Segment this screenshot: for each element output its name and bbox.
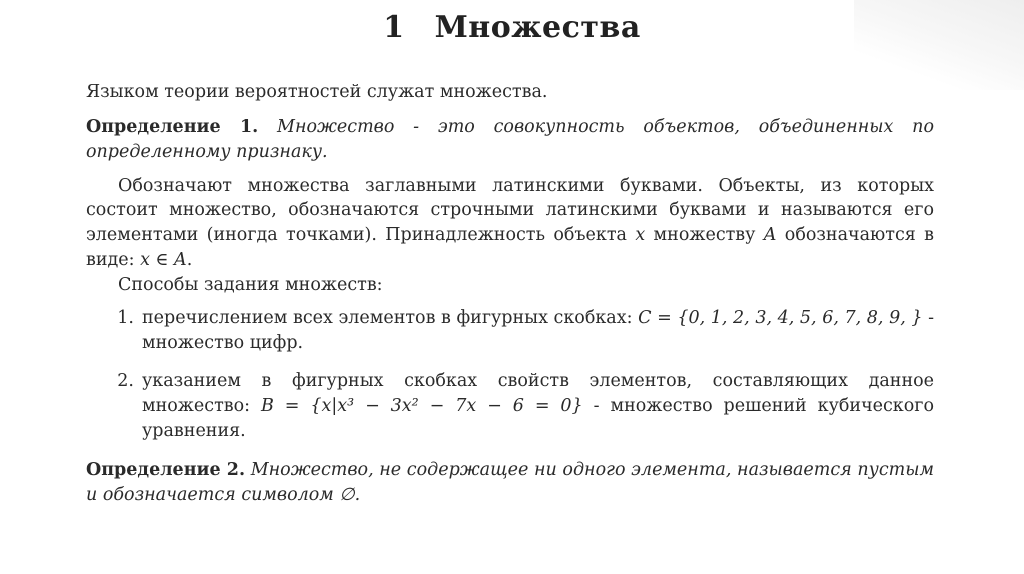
list-item	[86, 306, 934, 356]
content	[86, 80, 934, 517]
definition-1-label: Определение 1.	[86, 116, 259, 137]
definition-1-text: Множество - это совокупность объектов, объединенных по определенному признаку.	[86, 116, 934, 162]
list-marker: 2.	[117, 371, 134, 392]
section-heading	[0, 10, 1024, 45]
definition-2	[86, 458, 934, 508]
list-item-body	[142, 306, 934, 356]
paragraph-notation-end: .	[186, 250, 193, 271]
definition-2-label: Определение 2.	[86, 459, 246, 480]
definition-1	[86, 115, 934, 165]
set-b-formula: B = {x|x³ − 3x² − 7x − 6 = 0}	[260, 396, 583, 417]
paragraph-notation-part3: обозначаются в виде:	[86, 225, 934, 271]
var-a: A	[763, 225, 777, 246]
paragraph-notation-part2: множеству	[645, 225, 764, 246]
set-c-formula: C = {0, 1, 2, 3, 4, 5, 6, 7, 8, 9, }	[638, 307, 923, 328]
membership-formula: x ∈ A	[140, 250, 187, 271]
definition-2-text: Множество, не содержащее ни одного элемента, называется пустым и обозначается символом ∅.	[86, 459, 934, 505]
intro-text: Языком теории вероятностей служат множества.	[86, 82, 548, 102]
list-item-text: указанием в фигурных скобках свойств элементов, составляющих данное множество:	[142, 371, 934, 417]
section-number: 1	[383, 10, 405, 45]
paragraph-methods: Способы задания множеств:	[118, 274, 383, 295]
list-marker: 1.	[117, 307, 134, 328]
list-item-suffix: - множество решений кубического уравнения.	[142, 396, 934, 442]
methods-list	[86, 306, 934, 444]
var-x: x	[635, 225, 646, 246]
list-item	[86, 369, 934, 444]
list-item-body	[142, 369, 934, 444]
paragraph-notation	[86, 174, 934, 273]
section-title: Множества	[434, 10, 641, 45]
list-item-suffix: - множество цифр.	[142, 307, 935, 353]
list-item-text: перечислением всех элементов в фигурных скобках:	[142, 307, 639, 328]
paragraph-notation-part1: Обозначают множества заглавными латинскими буквами. Объекты, из которых состоит множество, обозначаются строчными латинскими буквами и называются его элементами (иногда точками). Принадлежность объекта	[86, 175, 934, 246]
